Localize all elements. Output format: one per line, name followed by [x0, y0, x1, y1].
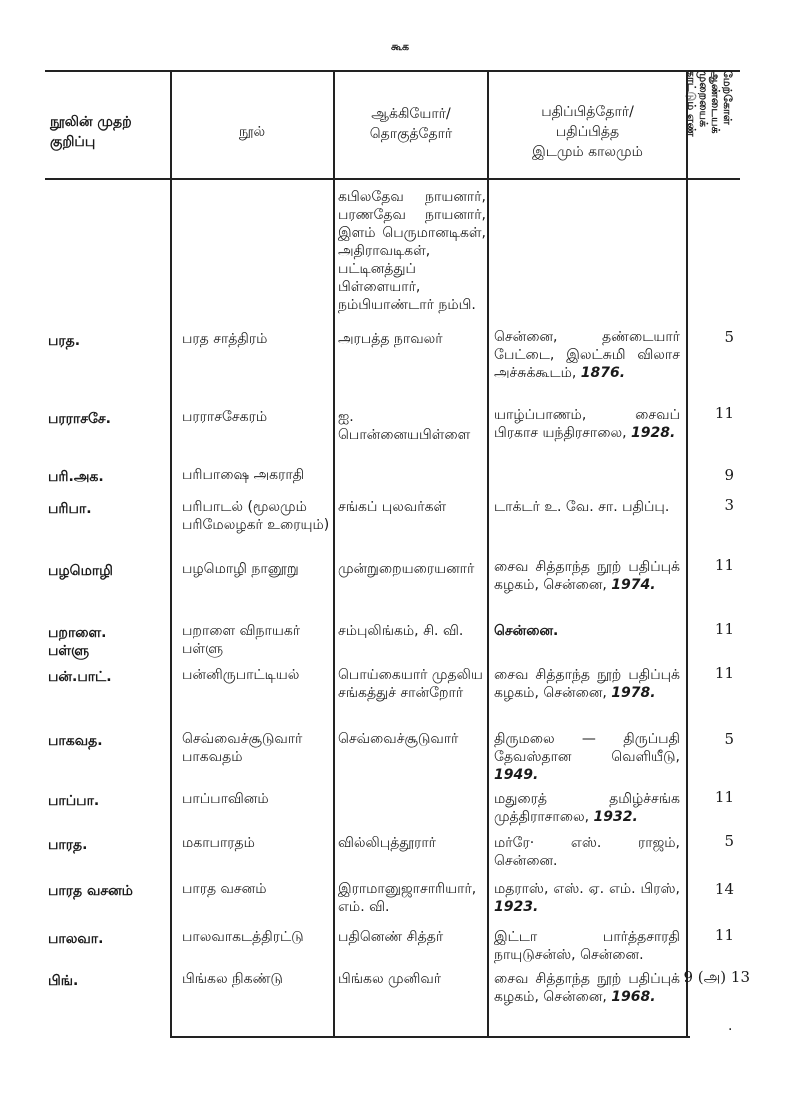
- publisher-year: 1932.: [593, 809, 638, 825]
- row-book: பறாளை விநாயகர் பள்ளு: [182, 623, 301, 657]
- row-book: பன்னிருபாட்டியல்: [182, 667, 300, 683]
- header-reference-line: ஆண்டையக்: [709, 70, 722, 134]
- row-publisher: [494, 328, 680, 382]
- row-publisher: [494, 406, 680, 442]
- row-author: சங்கப் புலவர்கள்: [338, 499, 447, 515]
- publisher-year: 1968.: [611, 989, 656, 1005]
- row-abbreviation: பாரத வசனம்: [48, 883, 133, 899]
- row-book: பாரத வசனம்: [182, 881, 267, 897]
- row-publisher: [494, 666, 680, 702]
- row-book: பரிபாடல் (மூலமும் பரிமேலழகர் உரையும்): [182, 499, 330, 533]
- row-book: பரத சாத்திரம்: [182, 331, 268, 347]
- row-publisher: [494, 970, 680, 1006]
- row-reference: 9: [724, 466, 734, 484]
- row-publisher: [494, 622, 680, 640]
- row-author: செவ்வைச்சூடுவார்: [338, 731, 459, 747]
- table-bottom-rule: [170, 1036, 690, 1038]
- row-author: பொய்கையார் முதலிய சங்கத்துச் சான்றோர்: [338, 667, 483, 701]
- publisher-text: யாழ்ப்பாணம், சைவப் பிரகாச யந்திரசாலை,: [494, 407, 680, 441]
- publisher-year: 1949.: [494, 767, 539, 783]
- row-abbreviation: பாலவா.: [48, 931, 104, 947]
- row-reference: 11: [714, 788, 734, 806]
- row-author: முன்றுறையரையனார்: [338, 561, 475, 577]
- row-publisher: [494, 790, 680, 826]
- row-reference: 3: [724, 496, 734, 514]
- row-publisher: [494, 730, 680, 784]
- row-abbreviation: பாப்பா.: [48, 793, 100, 809]
- header-reference-line: மேற்கோள்: [721, 70, 734, 125]
- publisher-text: டாக்டர் உ. வே. சா. பதிப்பு.: [494, 499, 670, 515]
- row-reference: 5: [724, 328, 734, 346]
- publisher-text: திருமலை — திருப்பதி தேவஸ்தான வெளியீடு,: [494, 731, 680, 765]
- row-publisher: [494, 880, 680, 916]
- row-abbreviation: பரிபா.: [48, 501, 92, 517]
- header-abbreviation: நூலின் முதற் குறிப்பு: [50, 114, 132, 150]
- publisher-text: சைவ சித்தாந்த நூற் பதிப்புக் கழகம், சென்னை,: [494, 667, 680, 701]
- page-number: கூக: [390, 40, 410, 53]
- row-reference: 11: [714, 664, 734, 682]
- row-author: பிங்கல முனிவர்: [338, 971, 442, 987]
- header-author: ஆக்கியோர்/ தொகுத்தோர்: [369, 106, 453, 142]
- header-publisher: பதிப்பித்தோர்/ பதிப்பித்த இடமும் காலமும்: [532, 104, 643, 160]
- row-reference: 5: [724, 730, 734, 748]
- row-reference: 5: [724, 832, 734, 850]
- row-book: மகாபாரதம்: [182, 835, 255, 851]
- header-bottom-rule: [45, 178, 740, 180]
- stray-mark: ·: [728, 1022, 733, 1038]
- column-divider: [487, 70, 489, 1037]
- column-divider: [333, 70, 335, 1037]
- row-author: சம்புலிங்கம், சி. வி.: [338, 623, 464, 639]
- publisher-year: 1974.: [611, 577, 656, 593]
- row-book: பாப்பாவினம்: [182, 791, 269, 807]
- row-publisher: [494, 928, 680, 964]
- row-abbreviation: பாரத.: [48, 837, 88, 853]
- row-book: பரராசசேகரம்: [182, 409, 268, 425]
- row-book: பாலவாகடத்திரட்டு: [182, 929, 304, 945]
- row-abbreviation: பன்.பாட்.: [48, 669, 112, 685]
- row-book: செவ்வைச்சூடுவார் பாகவதம்: [182, 731, 303, 765]
- row-book: பரிபாஷை அகராதி: [182, 467, 305, 483]
- header-reference-line: முறையைக்: [697, 70, 710, 127]
- row-book: பிங்கல நிகண்டு: [182, 971, 283, 987]
- publisher-year: 1876.: [580, 365, 626, 381]
- table-top-rule: [45, 70, 740, 72]
- row-publisher: [494, 498, 680, 516]
- row-publisher: [494, 558, 680, 594]
- row-author: ஐ. பொன்னையபிள்ளை: [338, 409, 471, 443]
- publisher-text: மதுரைத் தமிழ்ச்சங்க முத்திராசாலை,: [494, 791, 680, 825]
- row-abbreviation: பழமொழி: [48, 563, 113, 579]
- publisher-text: சைவ சித்தாந்த நூற் பதிப்புக் கழகம், சென்னை,: [494, 559, 680, 593]
- row-abbreviation: பரத.: [48, 333, 81, 349]
- publisher-text: இட்டா பார்த்தசாரதி நாயுடுசன்ஸ், சென்னை.: [494, 929, 680, 963]
- row-abbreviation: பரராசசே.: [48, 411, 111, 427]
- header-book: நூல்: [238, 124, 266, 140]
- continuation-author: கபிலதேவ நாயனார், பரணதேவ நாயனார், இளம் பெருமானடிகள், அதிராவடிகள், பட்டினத்துப் பிள்ளையார், நம்பியாண்டார் நம்பி.: [338, 189, 486, 313]
- column-divider: [170, 70, 172, 1037]
- header-reference-line: காட்டும் எண்: [685, 70, 698, 137]
- row-abbreviation: பாகவத.: [48, 733, 103, 749]
- publisher-year: 1928.: [631, 425, 676, 441]
- row-reference: 11: [714, 404, 734, 422]
- row-reference: 11: [714, 556, 734, 574]
- row-reference: 9 (அ) 13: [683, 968, 750, 986]
- row-abbreviation: பரி.அக.: [48, 469, 104, 485]
- publisher-year: 1923.: [494, 899, 539, 915]
- publisher-text: சென்னை.: [494, 623, 559, 639]
- row-abbreviation: பறாளை. பள்ளு: [48, 625, 107, 659]
- row-author: பதினெண் சித்தர்: [338, 929, 444, 945]
- row-abbreviation: பிங்.: [48, 973, 79, 989]
- row-author: இராமானுஜாசாரியார், எம். வி.: [338, 881, 477, 915]
- publisher-text: சென்னை, தண்டையார் பேட்டை, இலட்சுமி விலாச அச்சுக்கூடம்,: [494, 329, 680, 381]
- row-reference: 11: [714, 926, 734, 944]
- row-book: பழமொழி நானூறு: [182, 561, 299, 577]
- publisher-text: மர்ரே· எஸ். ராஜம், சென்னை.: [494, 835, 680, 869]
- header-reference: [686, 70, 736, 180]
- row-author: அரபத்த நாவலர்: [338, 331, 443, 347]
- row-publisher: [494, 834, 680, 870]
- publisher-text: சைவ சித்தாந்த நூற் பதிப்புக் கழகம், சென்னை,: [494, 971, 680, 1005]
- row-author: வில்லிபுத்தூரார்: [338, 835, 436, 851]
- row-reference: 14: [714, 880, 734, 898]
- row-reference: 11: [714, 620, 734, 638]
- publisher-text: மதராஸ், எஸ். ஏ. எம். பிரஸ்,: [494, 881, 680, 897]
- publisher-year: 1978.: [611, 685, 656, 701]
